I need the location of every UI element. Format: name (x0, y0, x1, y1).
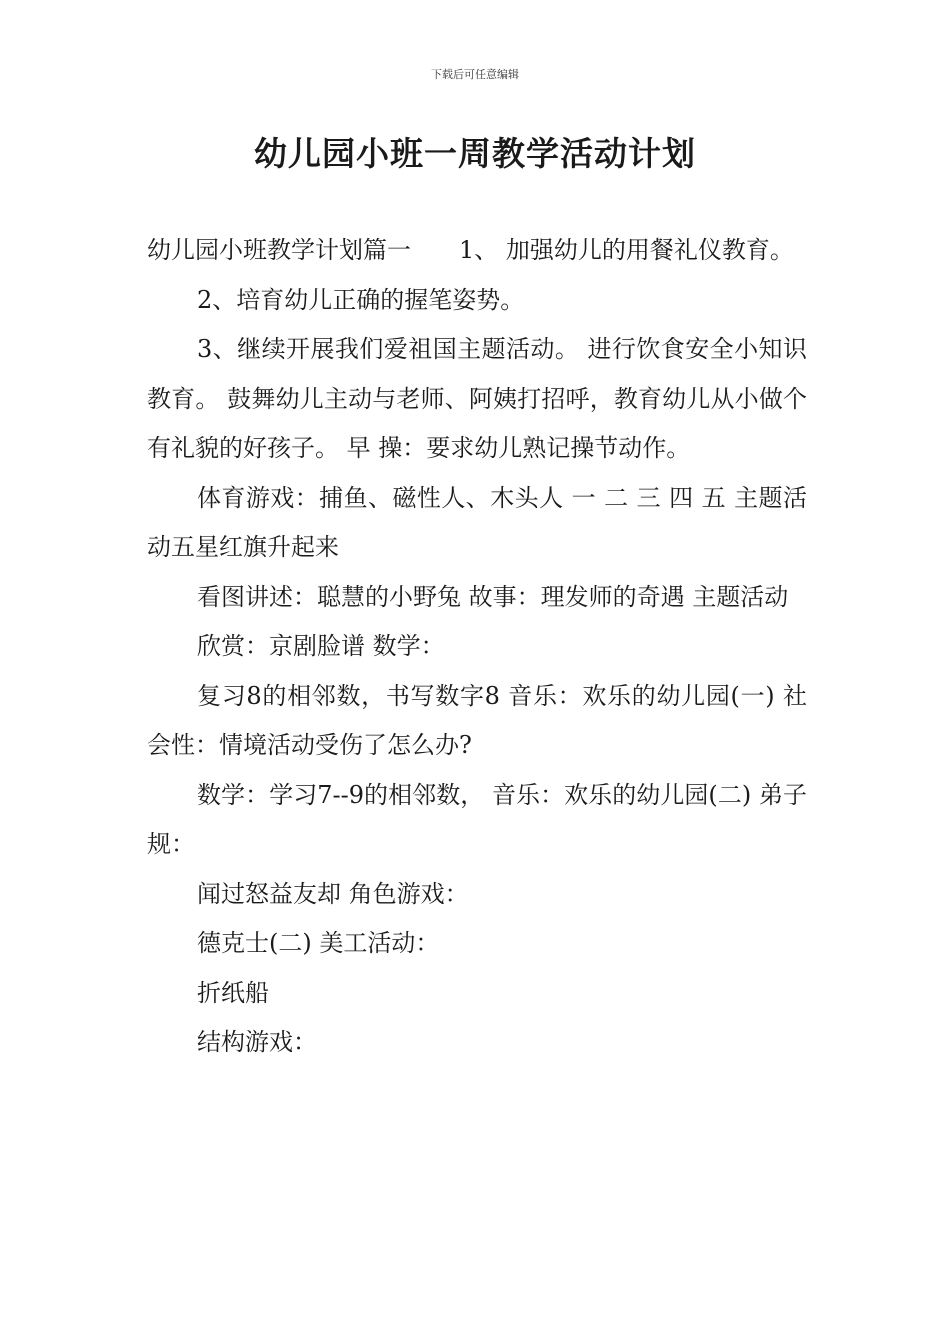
document-body (147, 226, 807, 1068)
paragraph-plan-intro: 幼儿园小班教学计划篇一 1、 加强幼儿的用餐礼仪教育。 (147, 236, 794, 264)
paragraph-appreciation: 欣赏：京剧脸谱 数学： (197, 632, 445, 660)
paragraph-role-play: 闻过怒益友却 角色游戏： (197, 879, 469, 908)
paragraph-construction-game: 结构游戏： (197, 1028, 317, 1056)
paragraph-patriotic-theme: 3、继续开展我们爱祖国主题活动。 进行饮食安全小知识教育。 鼓舞幼儿主动与老师、阿姨打招呼，教育幼儿从小做个有礼貌的好孩子。 早 操：要求幼儿熟记操节动作。 (147, 335, 807, 462)
paragraph-art-activity: 德克士(二) 美工活动： (197, 929, 440, 957)
paragraph-pen-grip: 2、培育幼儿正确的握笔姿势。 (197, 285, 525, 314)
paragraph-picture-story: 看图讲述：聪慧的小野兔 故事：理发师的奇遇 主题活动 (197, 582, 789, 611)
paragraph-sports-games: 体育游戏：捕鱼、磁性人、木头人 一 二 三 四 五 主题活动五星红旗升起来 (147, 483, 807, 561)
header-note: 下载后可任意编辑 (431, 68, 519, 81)
paragraph-paper-boat: 折纸船 (197, 978, 269, 1007)
paragraph-review-numbers: 复习8的相邻数，书写数字8 音乐：欢乐的幼儿园(一) 社会性：情境活动受伤了怎么办? (147, 681, 807, 759)
paragraph-math-music: 数学：学习7--9的相邻数， 音乐：欢乐的幼儿园(二) 弟子规： (147, 780, 807, 858)
document-title: 幼儿园小班一周教学活动计划 (254, 134, 696, 173)
